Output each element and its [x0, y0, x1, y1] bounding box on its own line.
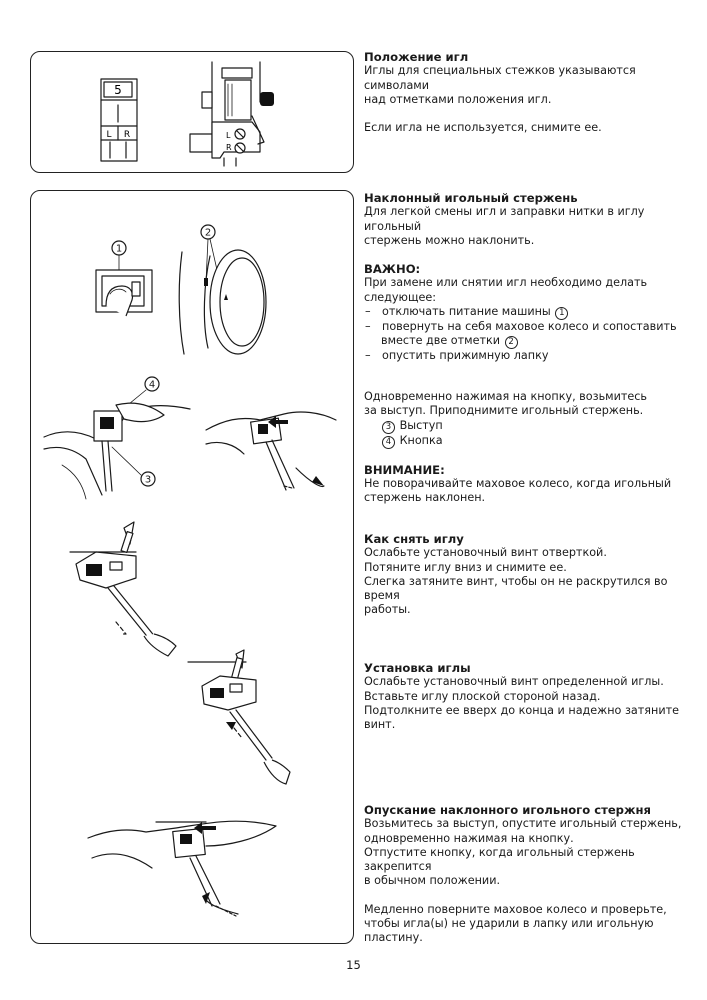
install-needle-title: Установка иглы: [364, 661, 471, 675]
power-switch-illustration: [92, 240, 162, 320]
remove-needle-illustration: [66, 518, 196, 668]
left-label: L: [106, 130, 112, 140]
tilting-title: Наклонный игольный стержень: [364, 191, 578, 205]
step-item: – опустить прижимную лапку: [364, 349, 682, 363]
remove-needle-line: работы.: [364, 603, 411, 617]
install-needle-line: Вставьте иглу плоской стороной назад.: [364, 689, 601, 703]
part-number-badge: 4: [382, 436, 395, 449]
section-tilting: [364, 191, 682, 364]
step-item-continuation: вместе две отметки 2: [364, 334, 682, 349]
section-lower-needle-bar: [364, 803, 682, 946]
important-line: При замене или снятии игл необходимо делать: [364, 276, 648, 290]
tilt-step-hand-illustration: [42, 375, 192, 505]
page-number: 15: [346, 958, 361, 972]
callout-3: 3: [144, 474, 152, 486]
tilt-step-lift-illustration: [200, 390, 340, 500]
callout-1: 1: [115, 243, 123, 255]
lower-needle-bar-line: одновременно нажимая на кнопку.: [364, 831, 574, 845]
right-label: R: [123, 130, 131, 140]
needle-position-panel: [100, 78, 140, 168]
section-tilt-action: [364, 390, 682, 505]
final-check-line: чтобы игла(ы) не ударили в лапку или игольную: [364, 917, 654, 931]
handwheel-illustration: [170, 222, 270, 362]
step-ref-badge: 2: [505, 336, 518, 349]
remove-needle-line: Слегка затяните винт, чтобы он не раскрутился во время: [364, 574, 668, 603]
callout-4: 4: [148, 379, 156, 391]
install-needle-line: Подтолкните ее вверх до конца и надежно затяните: [364, 703, 679, 717]
callout-2: 2: [204, 227, 212, 239]
lower-needle-bar-title: Опускание наклонного игольного стержня: [364, 803, 651, 817]
install-needle-line: винт.: [364, 718, 396, 732]
lower-needle-bar-line: Отпустите кнопку, когда игольный стержень закрепится: [364, 845, 635, 874]
final-check-line: Медленно поверните маховое колесо и проверьте,: [364, 902, 667, 916]
caution-title: ВНИМАНИЕ:: [364, 462, 445, 477]
install-needle-illustration: [186, 650, 316, 795]
needle-position-note: Если игла не используется, снимите ее.: [364, 121, 602, 135]
svg-text:L: L: [226, 131, 231, 140]
panel-number: 5: [114, 83, 122, 97]
tilting-line: стержень можно наклонить.: [364, 233, 535, 247]
needle-position-line: Иглы для специальных стежков указываются символами: [364, 64, 636, 92]
important-title: ВАЖНО:: [364, 262, 421, 277]
part-item: 3 Выступ: [364, 419, 682, 434]
step-ref-badge: 1: [555, 307, 568, 320]
tilting-line: Для легкой смены игл и заправки нитки в иглу игольный: [364, 205, 645, 233]
important-line: следующее:: [364, 290, 437, 304]
remove-needle-line: Ослабьте установочный винт отверткой.: [364, 546, 607, 560]
svg-text:R: R: [226, 143, 232, 152]
needle-clamp-illustration: [180, 62, 280, 167]
part-number-badge: 3: [382, 421, 395, 434]
lower-needle-bar-illustration: [86, 806, 286, 930]
install-needle-line: Ослабьте установочный винт определенной иглы.: [364, 675, 664, 689]
final-check-line: пластину.: [364, 931, 423, 945]
tilt-action-line: Одновременно нажимая на кнопку, возьмитесь: [364, 390, 648, 403]
lower-needle-bar-line: Возьмитесь за выступ, опустите игольный стержень,: [364, 817, 682, 831]
section-needle-position: [364, 50, 682, 135]
lower-needle-bar-line: в обычном положении.: [364, 874, 501, 888]
remove-needle-title: Как снять иглу: [364, 532, 464, 546]
needle-position-line: над отметками положения игл.: [364, 92, 552, 106]
needle-position-title: Положение игл: [364, 50, 469, 64]
section-remove-needle: [364, 532, 682, 618]
remove-needle-line: Потяните иглу вниз и снимите ее.: [364, 560, 567, 574]
part-item: 4 Кнопка: [364, 434, 682, 449]
section-install-needle: [364, 661, 682, 732]
step-item: – отключать питание машины 1: [364, 305, 682, 320]
caution-line: Не поворачивайте маховое колесо, когда игольный: [364, 476, 672, 490]
step-item: – повернуть на себя маховое колесо и сопоставить: [364, 320, 682, 334]
caution-line: стержень наклонен.: [364, 491, 486, 505]
tilt-action-line: за выступ. Приподнимите игольный стержень.: [364, 404, 644, 418]
